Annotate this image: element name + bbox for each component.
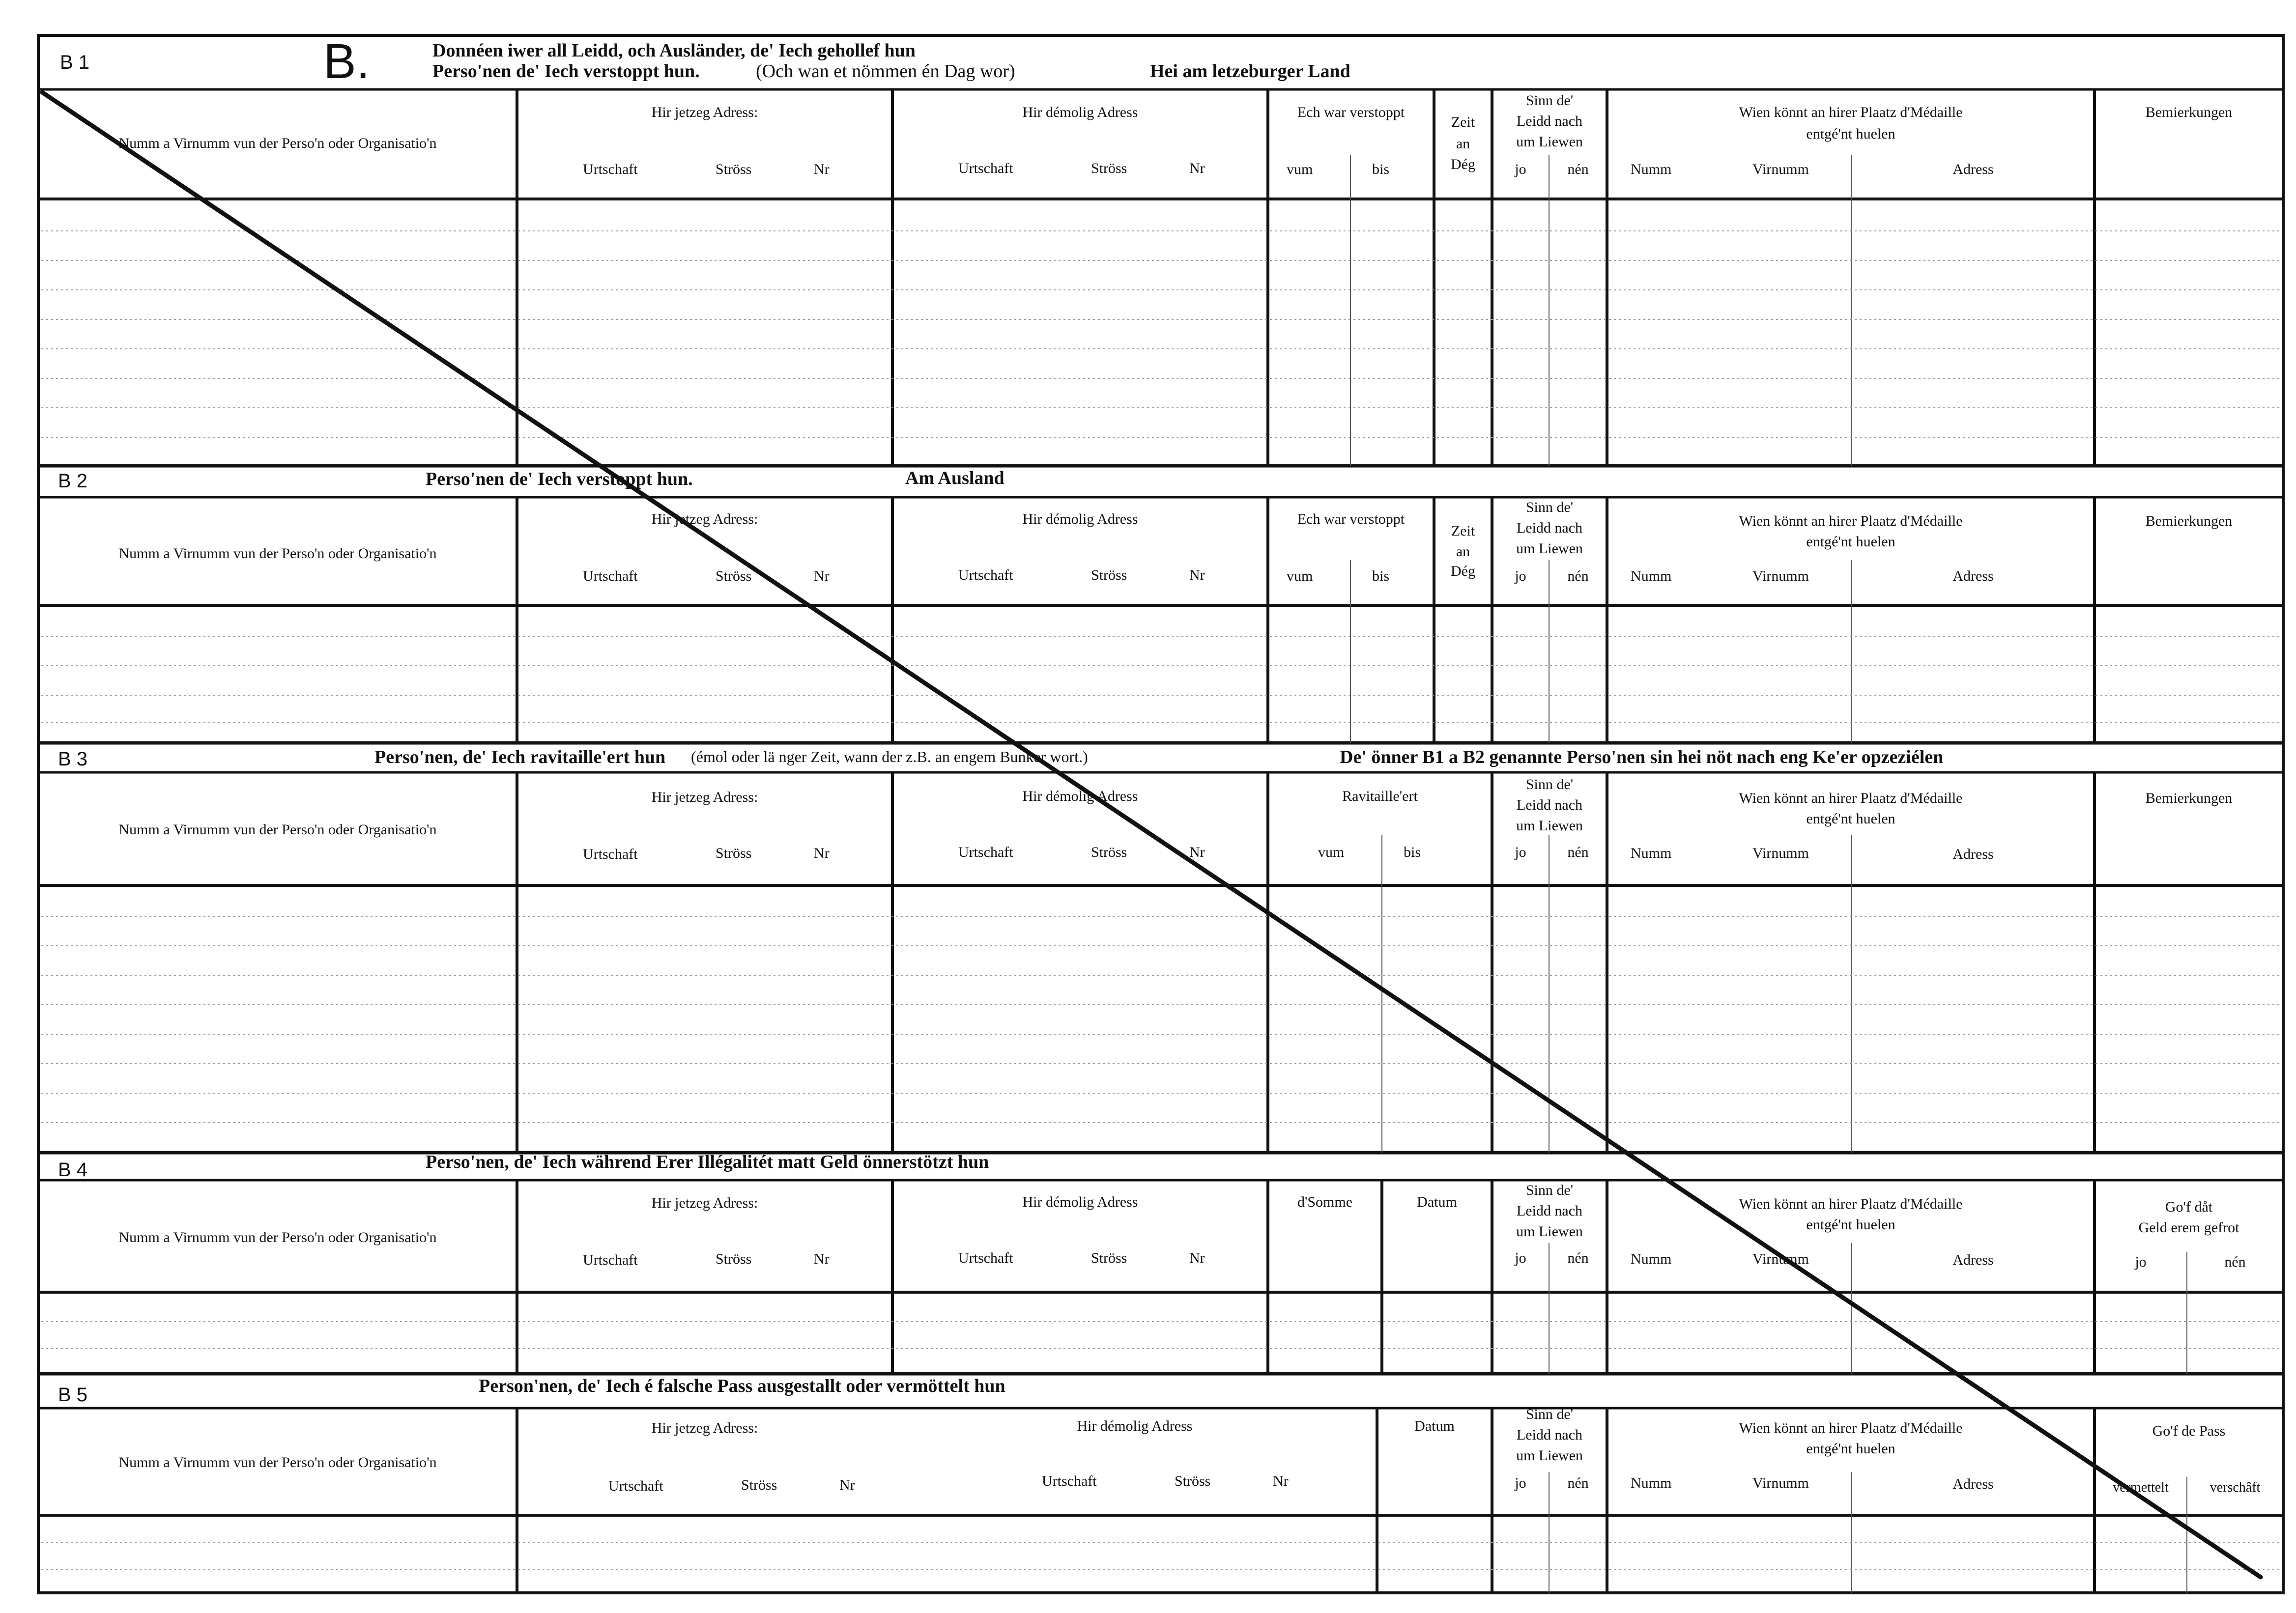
b3-header-present-address: Hir jetzeg Adress: <box>651 789 758 805</box>
b1-subcolumns <box>1350 155 1852 466</box>
b3-header-medal-2: entgé'nt huelen <box>1806 811 1895 827</box>
b5-header-street: Ströss <box>741 1477 777 1493</box>
b4-header-name: Numm a Virnumm vun der Perso'n oder Organisatio'n <box>118 1229 437 1245</box>
b2-subcolumns <box>1350 560 1852 743</box>
b4-header-firstname: Virnumm <box>1752 1251 1809 1267</box>
b1-header-until: bis <box>1372 161 1390 177</box>
b2-header-no: nén <box>1567 568 1589 584</box>
b1-header-medal-2: entgé'nt huelen <box>1806 126 1895 142</box>
b4-header-nr: Nr <box>814 1251 830 1267</box>
b1-header-place-former: Urtschaft <box>958 160 1013 176</box>
b5-header-medal-1: Wien könnt an hirer Plaatz d'Médaille <box>1739 1420 1963 1436</box>
b4-header-medal-2: entgé'nt huelen <box>1806 1217 1895 1233</box>
b5-header-no: nén <box>1567 1475 1589 1491</box>
b5-header-street-former: Ströss <box>1175 1473 1211 1489</box>
b1-columns <box>517 89 2095 466</box>
b4-header-yes: jo <box>1515 1250 1526 1266</box>
b3-header-street: Ströss <box>716 845 752 861</box>
b3-header-alive-1: Sinn de' <box>1525 776 1574 792</box>
b1-header-nr: Nr <box>814 161 830 177</box>
b4-header-street-former: Ströss <box>1091 1250 1127 1266</box>
b3-header-place-former: Urtschaft <box>958 844 1013 860</box>
b3-header-surname: Numm <box>1631 845 1672 861</box>
b2-header-time-3: Dég <box>1451 563 1475 579</box>
b4-header-address: Adress <box>1952 1252 1994 1268</box>
b3-header-remarks: Bemierkungen <box>2145 790 2233 806</box>
b3-header-street-former: Ströss <box>1091 844 1127 860</box>
b1-title-line2-note: (Och wan et nömmen én Dag wor) <box>756 61 1015 82</box>
b5-header-surname: Numm <box>1631 1475 1672 1491</box>
b5-header-alive-3: um Liewen <box>1516 1447 1583 1464</box>
b5-header-alive-1: Sinn de' <box>1525 1406 1574 1422</box>
b4-header-no: nén <box>1567 1250 1589 1266</box>
dotted-writing-lines <box>41 231 2281 1570</box>
b1-header-time-1: Zeit <box>1451 114 1475 130</box>
b5-header-place: Urtschaft <box>608 1478 663 1494</box>
b1-header-former-address: Hir démolig Adress <box>1022 104 1138 120</box>
b1-title-line2-bold: Perso'nen de' Iech verstoppt hun. <box>432 61 700 82</box>
b3-header-name: Numm a Virnumm vun der Perso'n oder Organisatio'n <box>118 821 437 838</box>
b1-header-hidden: Ech war verstoppt <box>1297 104 1405 120</box>
b4-header-medal-1: Wien könnt an hirer Plaatz d'Médaille <box>1739 1196 1963 1212</box>
b4-header-place-former: Urtschaft <box>958 1250 1013 1266</box>
b5-header-nr: Nr <box>839 1477 855 1493</box>
b2-header-medal-2: entgé'nt huelen <box>1806 534 1895 550</box>
b5-title: Person'nen, de' Iech é falsche Pass ausgestallt oder vermöttelt hun <box>479 1376 1005 1396</box>
b4-header-alive-1: Sinn de' <box>1525 1182 1574 1198</box>
b4-header-nr-former: Nr <box>1189 1250 1205 1266</box>
b2-header-alive-2: Leidd nach <box>1516 520 1583 536</box>
b5-section-id: B 5 <box>58 1384 88 1406</box>
b1-header-surname: Numm <box>1631 161 1672 177</box>
b3-title-extra: De' önner B1 a B2 genannte Perso'nen sin hei nöt nach eng Ke'er opzeziélen <box>1340 747 1944 767</box>
b1-header-alive-2: Leidd nach <box>1516 113 1583 129</box>
b3-header-address: Adress <box>1952 846 1994 862</box>
b2-header-alive-1: Sinn de' <box>1525 499 1574 515</box>
b4-header-surname: Numm <box>1631 1251 1672 1267</box>
b4-title: Perso'nen, de' Iech während Erer Illégalitét matt Geld önnerstötzt hun <box>426 1152 989 1172</box>
b3-header-alive-2: Leidd nach <box>1516 797 1583 813</box>
b3-section-id: B 3 <box>58 748 88 770</box>
b1-header-name: Numm a Virnumm vun der Perso'n oder Organisatio'n <box>118 135 437 151</box>
b2-header-place: Urtschaft <box>583 568 638 584</box>
b5-header-medal-2: entgé'nt huelen <box>1806 1441 1895 1457</box>
b1-title-line1: Donnéen iwer all Leidd, och Ausländer, de' Iech gehollef hun <box>432 40 916 61</box>
b2-header-place-former: Urtschaft <box>958 567 1013 583</box>
b1-header-time-3: Dég <box>1451 156 1475 172</box>
b4-header-date: Datum <box>1417 1194 1457 1210</box>
b5-header-name: Numm a Virnumm vun der Perso'n oder Organisatio'n <box>118 1454 437 1471</box>
b3-header-former-address: Hir démolig Adress <box>1022 788 1138 804</box>
b3-header-supplied: Ravitaille'ert <box>1342 788 1418 804</box>
b4-header-money-yes: jo <box>2135 1254 2147 1270</box>
b2-header-alive-3: um Liewen <box>1516 540 1583 557</box>
b2-header-street: Ströss <box>716 568 752 584</box>
b5-header-alive-2: Leidd nach <box>1516 1427 1583 1443</box>
b3-header-until: bis <box>1404 844 1421 860</box>
b2-section-id: B 2 <box>58 470 88 492</box>
b5-header-place-former: Urtschaft <box>1042 1473 1097 1489</box>
b1-header-no: nén <box>1567 161 1589 177</box>
b2-header-name: Numm a Virnumm vun der Perso'n oder Organisatio'n <box>118 545 437 562</box>
b1-header-yes: jo <box>1515 161 1526 177</box>
b2-header-medal-1: Wien könnt an hirer Plaatz d'Médaille <box>1739 513 1963 529</box>
b4-header-amount: d'Somme <box>1297 1194 1353 1210</box>
b4-header-former-address: Hir démolig Adress <box>1022 1194 1138 1210</box>
b1-header-street: Ströss <box>716 161 752 177</box>
b4-header-alive-3: um Liewen <box>1516 1223 1583 1240</box>
b2-header-time-2: an <box>1456 543 1470 560</box>
b1-header-medal-1: Wien könnt an hirer Plaatz d'Médaille <box>1739 104 1963 120</box>
b3-subcolumns <box>1382 835 1852 1153</box>
b5-header-yes: jo <box>1515 1475 1526 1491</box>
b5-header-present-address: Hir jetzeg Adress: <box>651 1420 758 1436</box>
b2-header-time-1: Zeit <box>1451 523 1475 539</box>
b1-header-street-former: Ströss <box>1091 160 1127 176</box>
b3-columns <box>517 772 2095 1153</box>
b2-header-yes: jo <box>1515 568 1526 584</box>
b1-header-present-address: Hir jetzeg Adress: <box>651 104 758 120</box>
b2-header-nr: Nr <box>814 568 830 584</box>
b4-section-id: B 4 <box>58 1159 88 1181</box>
b3-header-nr-former: Nr <box>1189 844 1205 860</box>
b3-header-medal-1: Wien könnt an hirer Plaatz d'Médaille <box>1739 790 1963 806</box>
b1-header-time-2: an <box>1456 136 1470 152</box>
b5-header-address: Adress <box>1952 1476 1994 1492</box>
b5-header-date: Datum <box>1414 1418 1455 1434</box>
b5-header-made: verschâft <box>2210 1480 2261 1495</box>
b3-header-firstname: Virnumm <box>1752 845 1809 861</box>
b1-header-nr-former: Nr <box>1189 160 1205 176</box>
b2-header-nr-former: Nr <box>1189 567 1205 583</box>
b3-header-nr: Nr <box>814 845 830 861</box>
b3-title-note: (émol oder lä nger Zeit, wann der z.B. an engem Bunker wort.) <box>691 748 1088 765</box>
b1-header-from: vum <box>1287 161 1313 177</box>
b2-header-street-former: Ströss <box>1091 567 1127 583</box>
b2-location: Am Ausland <box>905 468 1004 488</box>
b4-header-money-no: nén <box>2224 1254 2246 1270</box>
b4-header-place: Urtschaft <box>583 1252 638 1268</box>
b1-section-id: B 1 <box>60 52 90 73</box>
b1-header-firstname: Virnumm <box>1752 161 1809 177</box>
b4-header-street: Ströss <box>716 1251 752 1267</box>
b4-header-present-address: Hir jetzeg Adress: <box>651 1195 758 1211</box>
b2-title: Perso'nen de' Iech verstoppt hun. <box>426 469 693 489</box>
b2-header-surname: Numm <box>1631 568 1672 584</box>
b3-header-yes: jo <box>1515 844 1526 860</box>
b2-header-from: vum <box>1287 568 1313 584</box>
b5-header-nr-former: Nr <box>1273 1473 1289 1489</box>
b3-header-alive-3: um Liewen <box>1516 818 1583 834</box>
b2-header-hidden: Ech war verstoppt <box>1297 511 1405 527</box>
b5-header-mediated: vermettelt <box>2113 1480 2169 1495</box>
b2-header-address: Adress <box>1952 568 1994 584</box>
b4-header-money-2: Geld erem gefrot <box>2138 1219 2239 1236</box>
b5-header-pass: Go'f de Pass <box>2152 1423 2226 1439</box>
form-letter: B. <box>323 34 370 89</box>
b5-header-former-address: Hir démolig Adress <box>1077 1418 1193 1434</box>
b2-header-until: bis <box>1372 568 1390 584</box>
b1-header-alive-1: Sinn de' <box>1525 92 1574 109</box>
b3-header-no: nén <box>1567 844 1589 860</box>
b1-header-place: Urtschaft <box>583 161 638 177</box>
b1-header-alive-3: um Liewen <box>1516 134 1583 150</box>
b2-header-present-address: Hir jetzeg Adress: <box>651 511 758 527</box>
b3-header-from: vum <box>1318 844 1345 860</box>
b3-title: Perso'nen, de' Iech ravitaille'ert hun <box>374 747 666 767</box>
b2-header-firstname: Virnumm <box>1752 568 1809 584</box>
b2-header-former-address: Hir démolig Adress <box>1022 511 1138 527</box>
b1-header-remarks: Bemierkungen <box>2145 104 2233 120</box>
b5-header-firstname: Virnumm <box>1752 1475 1809 1491</box>
b4-header-money-1: Go'f dåt <box>2165 1199 2213 1215</box>
b2-header-remarks: Bemierkungen <box>2145 513 2233 529</box>
b4-header-alive-2: Leidd nach <box>1516 1203 1583 1219</box>
b1-header-address: Adress <box>1952 161 1994 177</box>
b1-title-line2-location: Hei am letzeburger Land <box>1150 61 1350 82</box>
b3-header-place: Urtschaft <box>583 846 638 862</box>
